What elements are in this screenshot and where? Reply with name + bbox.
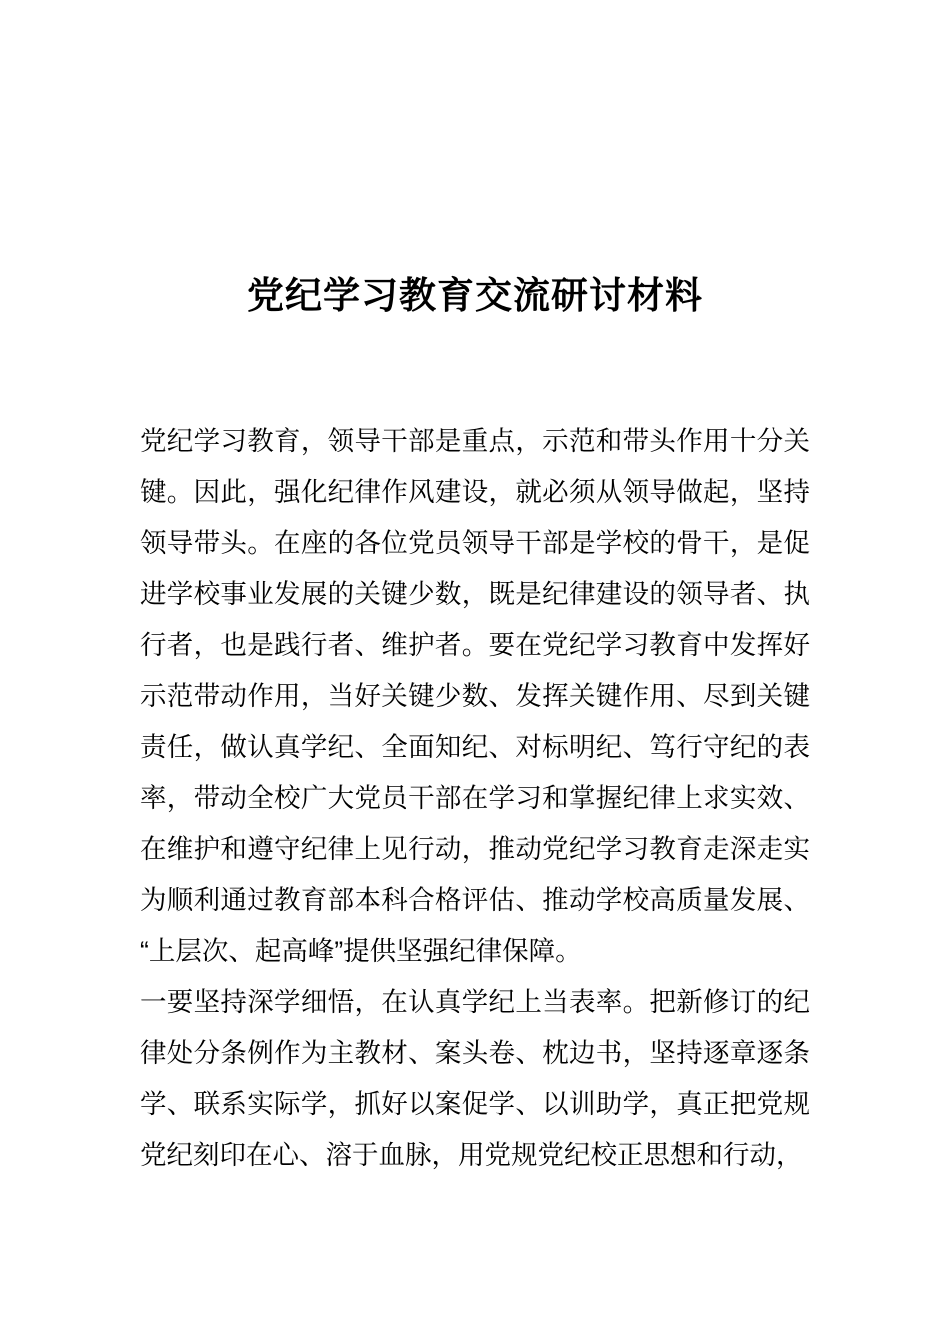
paragraph: 一要坚持深学细悟，在认真学纪上当表率。把新修订的纪律处分条例作为主教材、案头卷、枕边书，坚持逐章逐条学、联系实际学，抓好以案促学、以训助学，真正把党规党纪刻印在心、溶于血脉，用党规党纪校正思想和行动， <box>140 987 810 1171</box>
document-body <box>140 416 810 1181</box>
page-title: 党纪学习教育交流研讨材料 <box>247 275 703 316</box>
paragraph: 党纪学习教育，领导干部是重点，示范和带头作用十分关键。因此，强化纪律作风建设，就必须从领导做起，坚持领导带头。在座的各位党员领导干部是学校的骨干，是促进学校事业发展的关键少数，既是纪律建设的领导者、执行者，也是践行者、维护者。要在党纪学习教育中发挥好示范带动作用，当好关键少数、发挥关键作用、尽到关键责任，做认真学纪、全面知纪、对标明纪、笃行守纪的表率，带动全校广大党员干部在学习和掌握纪律上求实效、在维护和遵守纪律上见行动，推动党纪学习教育走深走实为顺利通过教育部本科合格评估、推动学校高质量发展、“上层次、起高峰”提供坚强纪律保障。 <box>140 426 810 967</box>
